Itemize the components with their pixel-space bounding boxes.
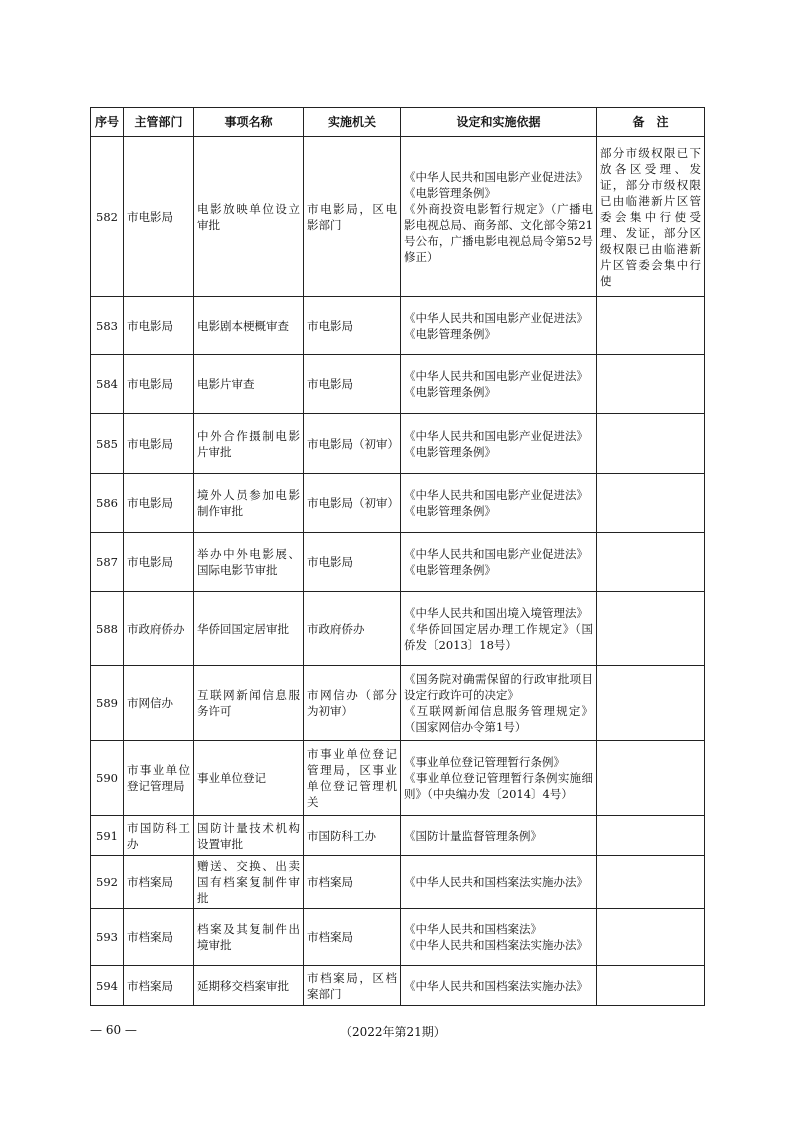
row-agency: 市电影局（初审） [304,414,401,474]
row-item-name: 赠送、交换、出卖国有档案复制件审批 [194,856,304,909]
row-number: 591 [91,816,124,856]
row-remark [597,816,705,856]
row-remark [597,297,705,355]
header-agency: 实施机关 [304,108,401,137]
table-row [91,816,705,856]
row-department: 市事业单位登记管理局 [124,741,194,816]
row-number: 593 [91,909,124,966]
table-row [91,355,705,414]
row-basis [401,414,597,474]
row-agency: 市事业单位登记管理局，区事业单位登记管理机关 [304,741,401,816]
basis-line: 《电影管理条例》 [404,185,496,200]
row-department: 市电影局 [124,355,194,414]
row-remark [597,355,705,414]
row-remark [597,666,705,741]
basis-line: 《中华人民共和国电影产业促进法》 [404,310,588,325]
basis-line: 《中华人民共和国档案法实施办法》 [404,938,588,952]
row-basis [401,137,597,297]
row-remark: 部分市级权限已下放各区受理、发证，部分市级权限已由临港新片区管委会集中行使受理、发证，部分区级权限已由临港新片区管委会集中行使 [597,137,705,297]
table-header-row [91,108,705,137]
page-number: — 60 — [90,1023,137,1037]
row-department: 市电影局 [124,414,194,474]
table-row [91,474,705,533]
row-basis [401,355,597,414]
table-row [91,741,705,816]
row-agency: 市电影局（初审） [304,474,401,533]
row-number: 592 [91,856,124,909]
table-row [91,966,705,1006]
row-basis [401,816,597,856]
row-basis [401,966,597,1006]
header-seq: 序号 [91,108,124,137]
row-agency: 市电影局 [304,355,401,414]
row-agency: 市档案局 [304,909,401,966]
row-department: 市电影局 [124,297,194,355]
basis-line: 《互联网新闻信息服务管理规定》（国家网信办令第1号） [404,704,593,734]
row-item-name: 档案及其复制件出境审批 [194,909,304,966]
row-basis [401,474,597,533]
row-department: 市国防科工办 [124,816,194,856]
row-remark [597,741,705,816]
row-remark [597,474,705,533]
row-agency: 市政府侨办 [304,592,401,666]
row-item-name: 延期移交档案审批 [194,966,304,1006]
basis-line: 《事业单位登记管理暂行条例》 [404,755,565,769]
issue-label: （2022年第21期） [340,1025,446,1039]
row-agency: 市网信办（部分为初审） [304,666,401,741]
row-remark [597,414,705,474]
row-item-name: 电影放映单位设立审批 [194,137,304,297]
header-item: 事项名称 [194,108,304,137]
row-agency: 市国防科工办 [304,816,401,856]
row-basis [401,533,597,592]
row-basis [401,666,597,741]
row-department: 市网信办 [124,666,194,741]
table-row [91,137,705,297]
basis-line: 《中华人民共和国档案法实施办法》 [404,978,588,993]
row-item-name: 互联网新闻信息服务许可 [194,666,304,741]
row-agency: 市电影局 [304,533,401,592]
basis-line: 《外商投资电影暂行规定》（广播电影电视总局、商务部、文化部令第21号公布，广播电影电视总局令第52号修正） [404,201,593,264]
row-basis [401,297,597,355]
row-remark [597,592,705,666]
basis-line: 《中华人民共和国档案法》 [404,922,542,936]
items-table [90,107,705,1006]
row-basis [401,592,597,666]
row-number: 594 [91,966,124,1006]
header-remark: 备 注 [597,108,705,137]
row-agency: 市档案局 [304,856,401,909]
basis-line: 《国务院对确需保留的行政审批项目设定行政许可的决定》 [404,672,593,702]
row-number: 588 [91,592,124,666]
row-number: 586 [91,474,124,533]
row-basis [401,741,597,816]
basis-line: 《电影管理条例》 [404,504,496,518]
row-agency: 市电影局，区电影部门 [304,137,401,297]
table-body [91,137,705,1006]
basis-line: 《中华人民共和国电影产业促进法》 [404,547,588,561]
row-number: 587 [91,533,124,592]
row-item-name: 国防计量技术机构设置审批 [194,816,304,856]
row-department: 市档案局 [124,966,194,1006]
basis-line: 《中华人民共和国电影产业促进法》 [404,488,588,502]
row-item-name: 电影剧本梗概审查 [194,297,304,355]
row-item-name: 电影片审查 [194,355,304,414]
row-remark [597,966,705,1006]
row-remark [597,533,705,592]
row-department: 市政府侨办 [124,592,194,666]
basis-line: 《电影管理条例》 [404,326,496,341]
row-basis [401,856,597,909]
basis-line: 《电影管理条例》 [404,563,496,577]
row-department: 市电影局 [124,137,194,297]
basis-line: 《中华人民共和国电影产业促进法》 [404,428,588,443]
row-number: 582 [91,137,124,297]
row-department: 市电影局 [124,474,194,533]
row-department: 市档案局 [124,909,194,966]
basis-line: 《电影管理条例》 [404,444,496,459]
basis-line: 《国防计量监督管理条例》 [404,828,542,843]
row-item-name: 举办中外电影展、国际电影节审批 [194,533,304,592]
basis-line: 《中华人民共和国出境入境管理法》 [404,605,588,620]
row-number: 590 [91,741,124,816]
table-row [91,414,705,474]
row-remark [597,856,705,909]
row-item-name: 华侨回国定居审批 [194,592,304,666]
table-row [91,297,705,355]
table-row [91,666,705,741]
row-department: 市电影局 [124,533,194,592]
row-agency: 市电影局 [304,297,401,355]
row-remark [597,909,705,966]
table-row [91,592,705,666]
basis-line: 《电影管理条例》 [404,385,496,399]
header-dept: 主管部门 [124,108,194,137]
table-row [91,909,705,966]
row-number: 585 [91,414,124,474]
basis-line: 《中华人民共和国电影产业促进法》 [404,369,588,383]
row-item-name: 境外人员参加电影制作审批 [194,474,304,533]
table-row [91,533,705,592]
row-number: 584 [91,355,124,414]
row-item-name: 事业单位登记 [194,741,304,816]
row-item-name: 中外合作摄制电影片审批 [194,414,304,474]
basis-line: 《中华人民共和国档案法实施办法》 [404,875,588,889]
row-number: 589 [91,666,124,741]
header-basis: 设定和实施依据 [401,108,597,137]
table-row [91,856,705,909]
basis-line: 《中华人民共和国电影产业促进法》 [404,169,588,184]
row-number: 583 [91,297,124,355]
basis-line: 《华侨回国定居办理工作规定》（国侨发〔2013〕18号） [404,621,593,652]
row-department: 市档案局 [124,856,194,909]
basis-line: 《事业单位登记管理暂行条例实施细则》（中央编办发〔2014〕4号） [404,771,593,801]
row-agency: 市档案局，区档案部门 [304,966,401,1006]
row-basis [401,909,597,966]
